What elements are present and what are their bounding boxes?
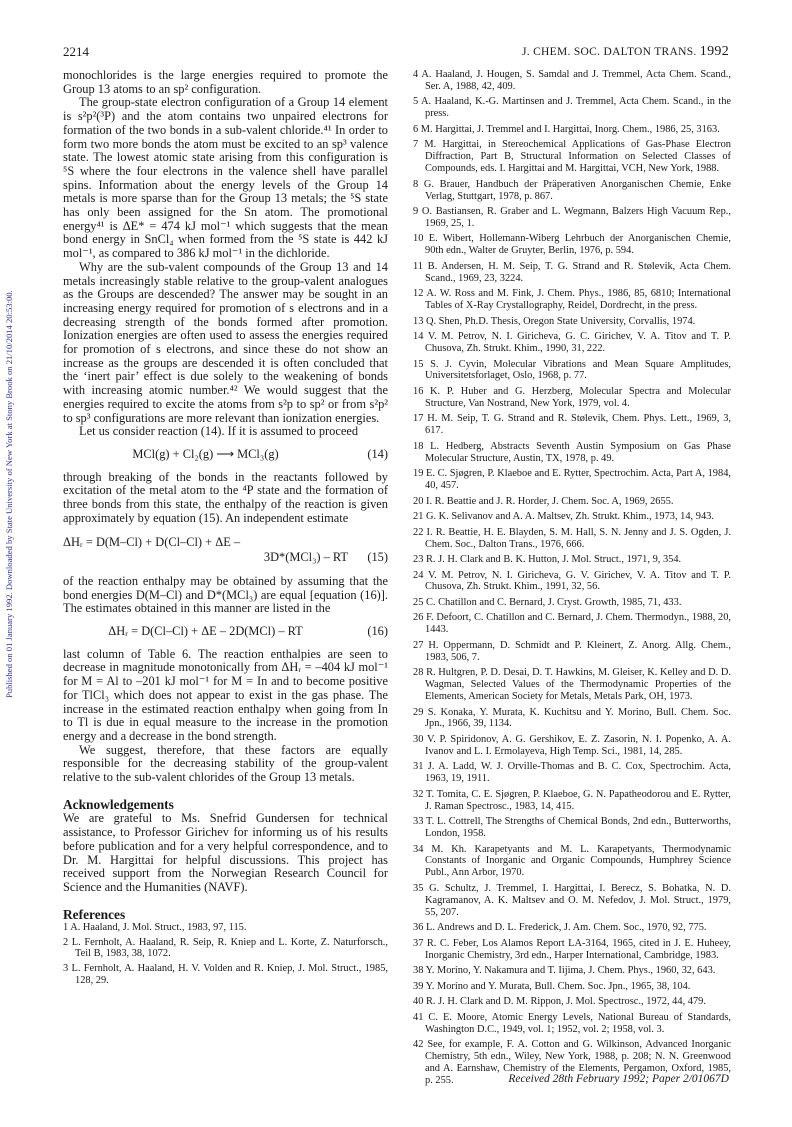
right-column	[413, 69, 731, 1090]
reference-item: 31 J. A. Ladd, W. J. Orville-Thomas and B. C. Cox, Spectrochim. Acta, 1963, 19, 1911.	[413, 761, 731, 785]
journal-year: 1992	[699, 44, 729, 59]
reference-item: 42 See, for example, F. A. Cotton and G. Wilkinson, Advanced Inorganic Chemistry, 5th edn., Wiley, New York, 1988, p. 208; N. N. Greenwood and A. Earnshaw, Chemistry of the Elements, Pergamon, Oxford, 1985, p. 255.	[413, 1039, 731, 1086]
reference-item: 29 S. Konaka, Y. Murata, K. Kuchitsu and Y. Morino, Bull. Chem. Soc. Jpn., 1966, 39, 1134.	[413, 706, 731, 730]
acknowledgements-text: We are grateful to Ms. Snefrid Gundersen for technical assistance, to Professor Girichev for informing us of his results before publication and for a very helpful correspondence, and to Dr. M. Hargittai for helpful discussions. This project has received support from the Norwegian Research Council for Science and the Humanities (NAVF).	[63, 811, 388, 894]
equation-15-line1: ΔHᵣ = D(M–Cl) + D(Cl–Cl) + ΔE –	[63, 534, 241, 549]
reference-item: 6 M. Hargittai, J. Tremmel and I. Hargittai, Inorg. Chem., 1986, 25, 3163.	[413, 123, 720, 135]
reference-item: 28 R. Hultgren, P. D. Desai, D. T. Hawkins, M. Gleiser, K. Kelley and D. D. Wagman, Selected Values of the Thermodynamic Properties of the Elements, American Society for Metals, Metals Park, OH, 1973.	[413, 667, 731, 703]
reference-item: 3 L. Fernholt, A. Haaland, H. V. Volden and R. Kniep, J. Mol. Struct., 1985, 128, 29.	[63, 962, 388, 986]
download-watermark	[2, 180, 18, 700]
body-paragraph: We suggest, therefore, that these factors are equally responsible for the decreasing stability of the group-valent relative to the sub-valent chlorides of the Group 13 metals.	[63, 742, 388, 785]
body-paragraph: last column of Table 6. The reaction enthalpies are seen to decrease in magnitude monotonically from ΔHᵣ = –404 kJ mol⁻¹ for M = Al to –201 kJ mol⁻¹ for M = In and to become positive for TlCl₃ which does not appear to exist in the gas phase. The increase in the estimated reaction enthalpy when going from In to Tl is due in equal measure to the increase in the promotion energy and a decrease in the bond strength.	[63, 646, 388, 743]
reference-item: 18 L. Hedberg, Abstracts Seventh Austin Symposium on Gas Phase Molecular Structure, Austin, TX, 1978, p. 49.	[413, 440, 731, 464]
reference-item: 14 V. M. Petrov, N. I. Giricheva, G. C. Girichev, V. A. Titov and T. P. Chusova, Zh. Strukt. Khim., 1990, 31, 222.	[413, 331, 731, 355]
reference-item: 24 V. M. Petrov, N. I. Giricheva, G. V. Girichev, V. A. Titov and T. P. Chusova, Zh. Strukt. Khim., 1991, 32, 56.	[413, 569, 731, 593]
reference-item: 13 Q. Shen, Ph.D. Thesis, Oregon State University, Corvallis, 1974.	[413, 315, 696, 327]
reference-item: 15 S. J. Cyvin, Molecular Vibrations and Mean Square Amplitudes, Universitetsforlaget, Oslo, 1968, p. 77.	[413, 358, 731, 382]
reference-item: 35 G. Schultz, J. Tremmel, I. Hargittai, I. Berecz, S. Bohatka, N. D. Kagramanov, A. K. Maltsev and O. M. Nefedov, J. Mol. Struct., 1979, 55, 207.	[413, 882, 731, 918]
reference-item: 33 T. L. Cottrell, The Strengths of Chemical Bonds, 2nd edn., Butterworths, London, 1958.	[413, 816, 731, 840]
page-number: 2214	[63, 44, 89, 59]
left-column	[63, 69, 388, 989]
references-list-left	[63, 922, 388, 986]
reference-item: 4 A. Haaland, J. Hougen, S. Samdal and J. Tremmel, Acta Chem. Scand., Ser. A, 1988, 42, 409.	[413, 69, 731, 92]
equation-text: ΔHᵣ = D(Cl–Cl) + ΔE – 2D(MCl) – RT	[108, 624, 303, 639]
reference-item: 1 A. Haaland, J. Mol. Struct., 1983, 97, 115.	[63, 922, 247, 934]
acknowledgements-heading: Acknowledgements	[63, 796, 174, 812]
journal-name: J. CHEM. SOC. DALTON TRANS.	[521, 46, 697, 58]
body-paragraph: Why are the sub-valent compounds of the Group 13 and 14 metals increasingly stable relative to the group-valent analogues as the Groups are descended? The answer may be sought in an increasing energy required for promotion of s electrons and in a decreasing strength of the bonds formed after promotion. Ionization energies are often used to assess the energies required for promotion of s electrons, and since these do not show an increase as the groups are descended it is often concluded that the ‘inert pair’ effect is due solely to the weakening of bonds with increasing atomic number.⁴² We would suggest that the energies required to excite the atoms from s²p to sp² or from s²p² to sp³ configurations are more relevant than ionization energies.	[63, 259, 388, 425]
reference-item: 23 R. J. H. Clark and B. K. Hutton, J. Mol. Struct., 1971, 9, 354.	[413, 554, 682, 565]
equation-text: MCl(g) + Cl₂(g) ⟶ MCl₃(g)	[132, 446, 279, 461]
equation-number: (15)	[367, 550, 388, 565]
reference-item: 34 M. Kh. Karapetyants and M. L. Karapetyants, Thermodynamic Constants of Inorganic and Organic Compounds, Humphrey Science Publ., Ann Arbor, 1970.	[413, 843, 731, 879]
reference-item: 20 I. R. Beattie and J. R. Horder, J. Chem. Soc. A, 1969, 2655.	[413, 495, 674, 507]
equation-15-line2	[63, 551, 388, 565]
reference-item: 5 A. Haaland, K.-G. Martinsen and J. Tremmel, Acta Chem. Scand., in the press.	[413, 96, 731, 120]
equation-number: (14)	[367, 446, 388, 461]
reference-item: 11 B. Andersen, H. M. Seip, T. G. Strand and R. Stølevik, Acta Chem. Scand., 1969, 23, 3224.	[413, 260, 731, 284]
body-paragraph: of the reaction enthalpy may be obtained by assuming that the bond energies D(M–Cl) and D*(MCl₃) are equal [equation (16)]. The estimates obtained in this manner are listed in the	[63, 573, 388, 616]
download-note: Published on 01 January 1992. Downloaded by State University of New York at Stony Brook on 21/10/2014 20:53:00.	[4, 290, 14, 698]
equation-16	[63, 625, 388, 639]
journal-title	[522, 44, 729, 60]
equation-text: 3D*(MCl₃) – RT	[263, 550, 348, 565]
equation-number: (16)	[367, 624, 388, 639]
received-note: Received 28th February 1992; Paper 2/01067D	[508, 1073, 729, 1085]
reference-item: 17 H. M. Seip, T. G. Strand and R. Stølevik, Chem. Phys. Lett., 1969, 3, 617.	[413, 413, 731, 437]
reference-item: 37 R. C. Feber, Los Alamos Report LA-3164, 1965, cited in J. E. Huheey, Inorganic Chemistry, 3rd edn., Harper International, Cambridge, 1983.	[413, 937, 731, 961]
reference-item: 9 O. Bastiansen, R. Graber and L. Wegmann, Balzers High Vacuum Rep., 1969, 25, 1.	[413, 206, 731, 229]
equation-14	[63, 448, 388, 462]
body-paragraph: monochlorides is the large energies required to promote the Group 13 atoms to an sp² configuration.	[63, 68, 388, 96]
reference-item: 12 A. W. Ross and M. Fink, J. Chem. Phys., 1986, 85, 6810; International Tables of X-Ray Crystallography, Reidel, Dordrecht, in the press.	[413, 288, 731, 312]
reference-item: 21 G. K. Selivanov and A. A. Maltsev, Zh. Strukt. Khim., 1973, 14, 943.	[413, 511, 714, 523]
reference-item: 36 L. Andrews and D. L. Frederick, J. Am. Chem. Soc., 1970, 92, 775.	[413, 922, 707, 934]
page-header	[63, 44, 729, 60]
reference-item: 40 R. J. H. Clark and D. M. Rippon, J. Mol. Spectrosc., 1972, 44, 479.	[413, 996, 706, 1008]
reference-item: 19 E. C. Sjøgren, P. Klaeboe and E. Rytter, Spectrochim. Acta, Part A, 1984, 40, 457.	[413, 468, 731, 492]
reference-item: 8 G. Brauer, Handbuch der Präperativen Anorganischen Chemie, Enke Verlag, Stuttgart, 1978, p. 867.	[413, 178, 731, 202]
reference-item: 38 Y. Morino, Y. Nakamura and T. Iijima, J. Chem. Phys., 1960, 32, 643.	[413, 965, 716, 977]
reference-item: 30 V. P. Spiridonov, A. G. Gershikov, E. Z. Zasorin, N. I. Popenko, A. A. Ivanov and L. I. Ermolayeva, High Temp. Sci., 1981, 14, 285.	[413, 733, 731, 757]
reference-item: 39 Y. Morino and Y. Murata, Bull. Chem. Soc. Jpn., 1965, 38, 104.	[413, 980, 691, 992]
reference-item: 41 C. E. Moore, Atomic Energy Levels, National Bureau of Standards, Washington D.C., 1949, vol. 1; 1952, vol. 2; 1958, vol. 3.	[413, 1011, 731, 1035]
reference-item: 32 T. Tomita, C. E. Sjøgren, P. Klaeboe, G. N. Papatheodorou and E. Rytter, J. Raman Spectrosc., 1983, 14, 415.	[413, 788, 731, 812]
reference-item: 10 E. Wibert, Hollemann-Wiberg Lehrbuch der Anorganischen Chemie, 90th edn., Walter de Gruyter, Berlin, 1976, p. 594.	[413, 233, 731, 257]
reference-item: 16 K. P. Huber and G. Herzberg, Molecular Spectra and Molecular Structure, Van Nostrand, New York, 1979, vol. 4.	[413, 385, 731, 409]
reference-item: 2 L. Fernholt, A. Haaland, R. Seip, R. Kniep and L. Korte, Z. Naturforsch., Teil B, 1983, 38, 1072.	[63, 936, 388, 960]
reference-item: 27 H. Oppermann, D. Schmidt and P. Kleinert, Z. Anorg. Allg. Chem., 1983, 506, 7.	[413, 639, 731, 663]
references-heading: References	[63, 906, 126, 922]
reference-item: 22 I. R. Beattie, H. E. Blayden, S. M. Hall, S. N. Jenny and J. S. Ogden, J. Chem. Soc., Dalton Trans., 1976, 666.	[413, 526, 731, 550]
body-paragraph: through breaking of the bonds in the reactants followed by excitation of the metal atom to the ⁴P state and the formation of three bonds from this state, the enthalpy of the reaction is given approximately by equation (15). An independent estimate	[63, 469, 388, 525]
reference-item: 7 M. Hargittai, in Stereochemical Applications of Gas-Phase Electron Diffraction, Part B, Structural Information on Selected Classes of Compounds, eds. I. Hargittai and M. Hargittai, VCH, New York, 1988.	[413, 139, 731, 175]
reference-item: 25 C. Chatillon and C. Bernard, J. Cryst. Growth, 1985, 71, 433.	[413, 596, 682, 608]
body-paragraph: The group-state electron configuration of a Group 14 element is s²p²(³P) and the atom contains two unpaired electrons for formation of the two bonds in a sub-valent chloride.⁴¹ In order to form two more bonds the atom must be excited to an sp³ valence state. The lowest atomic state arising from this configuration is ⁵S where the four electrons in the valence shell have parallel spins. Information about the energy levels of the Group 14 metals is more sparse than for the Group 13 metals; the ⁵S state has only been assigned for the Sn atom. The promotional energy⁴¹ is ΔE* = 474 kJ mol⁻¹ which suggests that the mean bond energy in SnCl₄ when formed from the ⁵S state is 442 kJ mol⁻¹, as compared to 386 kJ mol⁻¹ in the dichloride.	[63, 95, 388, 261]
body-paragraph: Let us consider reaction (14). If it is assumed to proceed	[79, 424, 359, 439]
reference-item: 26 F. Defoort, C. Chatillon and C. Bernard, J. Chem. Thermodyn., 1988, 20, 1443.	[413, 612, 731, 636]
